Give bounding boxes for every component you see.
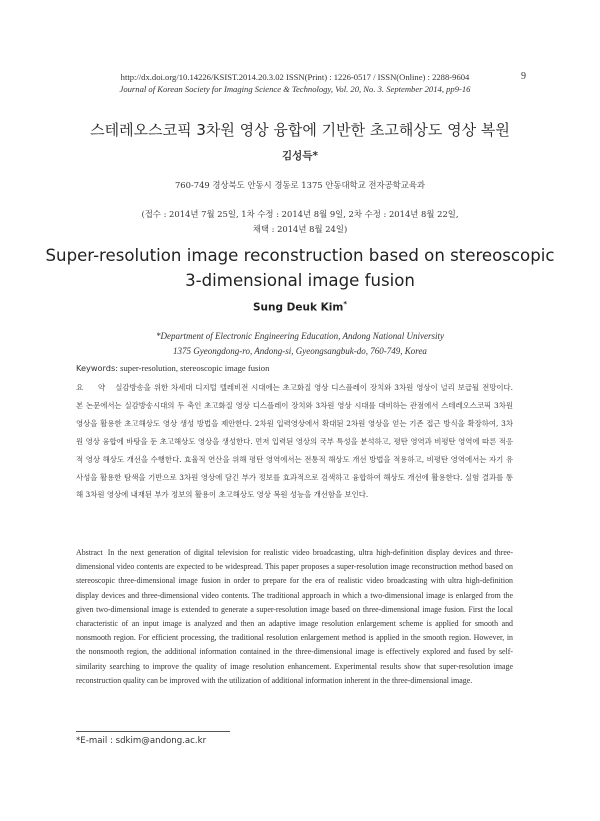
english-abstract-text: In the next generation of digital television for realistic video broadcasting, ultra high-definition display devices and three-dimensional video contents are expected to be widespread. This paper proposes a super-resolution image reconstruction method based on stereoscopic three-dimensional image fusion in order to prepare for the era of realistic video broadcasting with ultra high-definition display devices and three-dimensional video contents. The traditional approach in which a two-dimensional image is enlarged from the given two-dimensional image is extended to generate a super-resolution image based on three-dimensional image fusion. First the local characteristic of an input image is analyzed and then an adaptive image resolution enlargement scheme is applied for smooth and nonsmooth region. For efficient processing, the traditional resolution enlargement method is applied in the smooth region. However, in the nonsmooth region, the additional information contained in the three-dimensional image is effectively explored and fused by self-similarity searching to improve the quality of image resolution enhancement. Experimental results show that super-resolution image reconstruction quality can be improved with the utilization of additional information inherent in the three-dimensional image. <box>76 548 513 685</box>
english-author <box>40 300 560 314</box>
english-title-line-2: 3-dimensional image fusion <box>185 271 415 290</box>
dates-line-1: (접수 : 2014년 7월 25일, 1차 수정 : 2014년 8월 9일, 2차 수정 : 2014년 8월 22일, <box>141 209 459 219</box>
keywords-label: Keywords: <box>76 363 118 373</box>
english-abstract <box>76 546 513 688</box>
korean-abstract <box>76 379 513 504</box>
keywords-text: super-resolution, stereoscopic image fusion <box>118 363 270 373</box>
keywords <box>76 363 526 373</box>
korean-abstract-label: 요 약 <box>76 383 112 392</box>
submission-dates <box>40 207 560 237</box>
page-number: 9 <box>521 71 526 82</box>
author-footnote-mark: * <box>343 300 347 308</box>
korean-author: 김성득* <box>282 150 318 162</box>
english-affiliation-line-2: 1375 Gyeongdong-ro, Andong-si, Gyeongsangbuk-do, 760-749, Korea <box>173 345 427 356</box>
english-affiliation <box>40 329 560 358</box>
korean-affiliation: 760-749 경상북도 안동시 경동로 1375 안동대학교 전자공학교육과 <box>174 180 426 190</box>
english-affiliation-line-1: *Department of Electronic Engineering Education, Andong National University <box>156 331 444 341</box>
english-author-name: Sung Deuk Kim <box>253 301 344 314</box>
english-title <box>40 243 560 293</box>
journal-citation: Journal of Korean Society for Imaging Science & Technology, Vol. 20, No. 3. September 2014, pp9-16 <box>119 84 471 94</box>
email-footnote: *E-mail : sdkim@andong.ac.kr <box>76 736 207 746</box>
english-abstract-label: Abstract <box>76 548 103 557</box>
dates-line-2: 채택 : 2014년 8월 24일) <box>252 224 348 234</box>
doi-issn-line: http://dx.doi.org/10.14226/KSIST.2014.20.3.02 ISSN(Print) : 1226-0517 / ISSN(Online) : 2288-9604 <box>120 72 470 82</box>
korean-abstract-text: 실감방송을 위한 차세대 디지털 텔레비전 시대에는 초고화질 영상 디스플레이 장치와 3차원 영상이 널리 보급될 전망이다. 본 논문에서는 실감방송시대의 두 축인 초고화질 영상 디스플레이 장치와 3차원 영상 시대를 대비하는 관점에서 스테레오스코픽 3차원 영상을 활용한 초고해상도 영상 생성 방법을 제안한다. 2차원 입력영상에서 확대된 2차원 영상을 얻는 기존 접근 방식을 확장하여, 3차원 영상 융합에 바탕을 둔 초고해상도 영상을 생성한다. 먼저 입력된 영상의 국부 특성을 분석하고, 평탄 영역과 비평탄 영역에 따른 적응적 영상 해상도 개선을 수행한다. 효율적 연산을 위해 평탄 영역에서는 전통적 해상도 개선 방법을 적용하고, 비평탄 영역에서는 자기 유사성을 활용한 탐색을 기반으로 3차원 영상에 담긴 부가 정보를 효과적으로 검색하고 융합하여 해상도 개선에 활용한다. 실험 결과를 통해 3차원 영상에 내재된 부가 정보의 활용이 초고해상도 영상 복원 성능을 개선함을 보인다. <box>76 383 513 500</box>
english-title-line-1: Super-resolution image reconstruction based on stereoscopic <box>45 246 555 265</box>
footnote-divider <box>76 731 230 732</box>
korean-title: 스테레오스코픽 3차원 영상 융합에 기반한 초고해상도 영상 복원 <box>90 121 510 139</box>
